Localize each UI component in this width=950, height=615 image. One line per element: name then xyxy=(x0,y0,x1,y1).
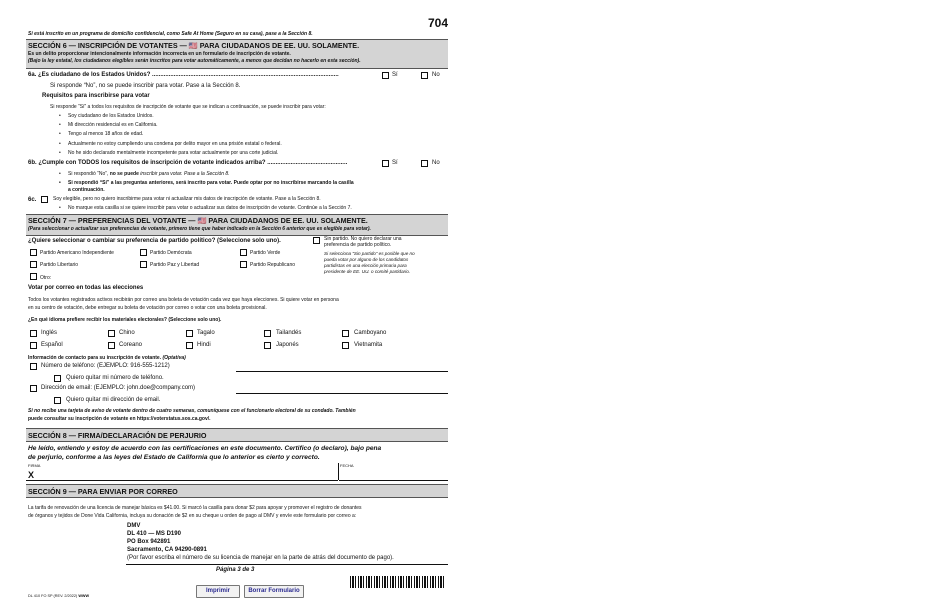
q6c-text: Soy elegible, pero no quiero inscribirme para votar ni actualizar mis datos de inscripción de votante. Pase a la Sección 8. xyxy=(53,196,321,202)
page-number: Página 3 de 3 xyxy=(216,567,255,573)
mail-text-2: en su centro de votación, debe entregar su boleta de votación por correo o votar con una boleta provisional. xyxy=(28,305,267,311)
q6b-no-label: No xyxy=(432,160,440,166)
address-line: PO Box 942891 xyxy=(127,539,171,545)
party-republican-checkbox[interactable] xyxy=(240,261,247,268)
q6c-label: 6c. xyxy=(28,197,37,203)
party-aip-label: Partido Americano Independiente xyxy=(40,250,114,256)
q6b-yes-checkbox[interactable] xyxy=(382,160,389,167)
language-chinese-label: Chino xyxy=(119,330,135,336)
section7-note: (Para seleccionar o actualizar sus preferencias de votante, primero tiene que haber indicado en la Sección 6 anterior que es elegible para votar). xyxy=(28,226,371,232)
q6a-no-note: Si responde “No”, no se puede inscribir para votar. Pase a la Sección 8. xyxy=(50,83,241,89)
requirements-title: Requisitos para inscribirse para votar xyxy=(42,93,150,99)
email-checkbox[interactable] xyxy=(30,385,37,392)
language-japanese-label: Japonés xyxy=(276,342,299,348)
language-korean-checkbox[interactable] xyxy=(108,342,115,349)
language-hindi-label: Hindi xyxy=(197,342,211,348)
print-button[interactable]: Imprimir xyxy=(196,585,240,598)
signature-label: FIRMA xyxy=(28,463,41,468)
no-party-checkbox[interactable] xyxy=(313,237,320,244)
language-tagalog-label: Tagalo xyxy=(197,330,215,336)
q6c-checkbox[interactable] xyxy=(41,196,48,203)
q6a-label: 6a. ¿Es ciudadano de los Estados Unidos? ................................................................................................................ xyxy=(28,72,339,78)
q6b-no-note: • Si respondió “No”, no se puede inscribir para votar. Pase a la Sección 8. xyxy=(68,171,230,177)
form-page xyxy=(26,14,448,612)
q6b-yes-note-1: • Si respondió “Sí” a las preguntas anteriores, será inscrito para votar. Puede optar por no inscribirse marcando la casilla xyxy=(68,180,354,186)
section8-header xyxy=(26,428,448,442)
party-republican-label: Partido Republicano xyxy=(250,262,296,268)
email-input-line[interactable] xyxy=(236,393,448,394)
party-green-label: Partido Verde xyxy=(250,250,281,256)
language-khmer-label: Camboyano xyxy=(354,330,387,336)
signature-line[interactable] xyxy=(26,480,338,481)
phone-label: Número de teléfono: (EJEMPLO: 916-555-1212) xyxy=(41,363,170,369)
address-line: Sacramento, CA 94290-0891 xyxy=(127,547,207,553)
section6-title: SECCIÓN 6 — INSCRIPCIÓN DE VOTANTES — 🇺🇸 PARA CIUDADANOS DE EE. UU. SOLAMENTE. xyxy=(28,41,360,50)
party-democratic-label: Partido Demócrata xyxy=(150,250,192,256)
language-khmer-checkbox[interactable] xyxy=(342,330,349,337)
q6a-no-checkbox[interactable] xyxy=(421,72,428,79)
requirement-item: • Soy ciudadano de los Estados Unidos. xyxy=(68,113,154,119)
footer-rule xyxy=(126,564,448,565)
no-party-label-2: preferencia de partido político. xyxy=(324,242,392,248)
party-aip-checkbox[interactable] xyxy=(30,249,37,256)
party-libertarian-label: Partido Libertario xyxy=(40,262,79,268)
date-line[interactable] xyxy=(339,480,448,481)
no-party-note: Si selecciona “Sin partido” es posible que no pueda votar por alguno de los candidatos partidistas en una elección primaria para presidente de EE. UU. o comité partidario. xyxy=(324,251,415,274)
email-remove-label: Quiero quitar mi dirección de email. xyxy=(66,397,161,403)
q6c-note: • No marque esta casilla si se quiere inscribir para votar o actualizar sus datos de inscripción de votante. Continúe a la Sección 7. xyxy=(68,205,352,211)
phone-checkbox[interactable] xyxy=(30,363,37,370)
party-peace-freedom-label: Partido Paz y Libertad xyxy=(150,262,200,268)
address-line: DMV xyxy=(127,523,141,529)
form-number: 704 xyxy=(427,16,448,30)
language-spanish-checkbox[interactable] xyxy=(30,342,37,349)
q6a-yes-label: Sí xyxy=(392,72,398,78)
language-tagalog-checkbox[interactable] xyxy=(186,330,193,337)
language-thai-label: Tailandés xyxy=(276,330,302,336)
language-japanese-checkbox[interactable] xyxy=(264,342,271,349)
language-thai-checkbox[interactable] xyxy=(264,330,271,337)
q6a-no-label: No xyxy=(432,72,440,78)
language-english-label: Inglés xyxy=(41,330,58,336)
requirement-item: • Actualmente no estoy cumpliendo una condena por delito mayor en una prisión estatal o federal. xyxy=(68,141,282,147)
mail-title: Votar por correo en todas las elecciones xyxy=(28,285,144,291)
email-remove-checkbox[interactable] xyxy=(54,397,61,404)
party-green-checkbox[interactable] xyxy=(240,249,247,256)
section6-note1: Es un delito proporcionar intencionalmente información incorrecta en un formulario de inscripción de votante. xyxy=(28,51,291,57)
q6a-yes-checkbox[interactable] xyxy=(382,72,389,79)
address-note: (Por favor escriba el número de su licencia de manejar en la parte de atrás del documento de pago). xyxy=(127,555,394,561)
phone-input-line[interactable] xyxy=(236,371,448,372)
no-party-label-1: Sin partido. No quiero declarar una xyxy=(324,236,402,242)
party-other-label: Otro: xyxy=(40,275,52,281)
section8-text-1: He leído, entiendo y estoy de acuerdo con las certificaciones en este documento. Certifico (o declaro), bajo pena xyxy=(28,445,382,452)
email-label: Dirección de email: (EJEMPLO: john.doe@company.com) xyxy=(41,385,196,391)
section9-title: SECCIÓN 9 — PARA ENVIAR POR CORREO xyxy=(28,487,178,496)
q6b-no-checkbox[interactable] xyxy=(421,160,428,167)
party-democratic-checkbox[interactable] xyxy=(140,249,147,256)
language-vietnamese-checkbox[interactable] xyxy=(342,342,349,349)
party-peace-freedom-checkbox[interactable] xyxy=(140,261,147,268)
language-korean-label: Coreano xyxy=(119,342,143,348)
card-note-1: Si no recibe una tarjeta de aviso de votante dentro de cuatro semanas, comuníquese con el funcionario electoral de su condado. También xyxy=(28,408,356,414)
language-chinese-checkbox[interactable] xyxy=(108,330,115,337)
party-other-checkbox[interactable] xyxy=(30,273,37,280)
requirement-item: • Tengo al menos 18 años de edad. xyxy=(68,131,143,137)
mail-text-1: Todos los votantes registrados activos recibirán por correo una boleta de votación cada vez que haya elecciones. Si quiere votar en persona xyxy=(28,297,339,303)
phone-remove-checkbox[interactable] xyxy=(54,375,61,382)
barcode-image xyxy=(350,576,446,588)
contact-title: Información de contacto para su inscripción de votante. (Optativa) xyxy=(28,355,186,361)
section6-note2: (Bajo la ley estatal, los ciudadanos elegibles serán inscritos para votar automáticamente, a menos que decidan no hacerlo en esta sección). xyxy=(28,58,361,64)
phone-remove-label: Quiero quitar mi número de teléfono. xyxy=(66,375,164,381)
party-libertarian-checkbox[interactable] xyxy=(30,261,37,268)
requirements-intro: Si responde “Sí” a todos los requisitos de inscripción de votante que se indican a continuación, se puede inscribir para votar: xyxy=(50,104,326,110)
form-id: DL 410 FO SP (REV. 2/2022) WWW xyxy=(28,594,90,598)
signature-divider xyxy=(338,463,339,480)
requirement-item: • Mi dirección residencial es en California. xyxy=(68,122,158,128)
requirement-item: • No he sido declarado mentalmente incompetente para votar actualmente por una corte judicial. xyxy=(68,150,278,156)
section7-title: SECCIÓN 7 — PREFERENCIAS DEL VOTANTE — 🇺🇸 PARA CIUDADANOS DE EE. UU. SOLAMENTE. xyxy=(28,216,368,225)
language-hindi-checkbox[interactable] xyxy=(186,342,193,349)
fee-text-2: de órganos y tejidos de Done Vida California, incluya su donación de $2 en su cheque u orden de pago al DMV y envíe este formulario por correo a: xyxy=(28,513,357,519)
q6b-yes-note-2: a continuación. xyxy=(68,187,105,193)
section8-title: SECCIÓN 8 — FIRMA/DECLARACIÓN DE PERJURIO xyxy=(28,431,207,440)
language-spanish-label: Español xyxy=(41,342,63,348)
address-line: DL 410 — MS D190 xyxy=(127,531,181,537)
language-question: ¿En qué idioma prefiere recibir los materiales electorales? (Seleccione solo uno). xyxy=(28,317,222,323)
q6b-yes-label: Sí xyxy=(392,160,398,166)
q6b-label: 6b. ¿Cumple con TODOS los requisitos de inscripción de votante indicados arriba? ................................................ xyxy=(28,160,348,166)
section6-header xyxy=(26,39,448,69)
section7-header xyxy=(26,214,448,236)
safe-at-home-note: Si está inscrito en un programa de domicilio confidencial, como Safe At Home (Seguro en su casa), pase a la Sección 8. xyxy=(28,31,313,37)
clear-form-button[interactable]: Borrar Formulario xyxy=(244,585,304,598)
section8-text-2: de perjurio, conforme a las leyes del Estado de California que lo anterior es cierto y correcto. xyxy=(28,454,320,461)
card-note-2: puede consultar su inscripción de votante en https://voterstatus.sos.ca.gov/. xyxy=(28,416,211,422)
language-vietnamese-label: Vietnamita xyxy=(354,342,383,348)
date-label: FECHA xyxy=(340,463,354,468)
fee-text-1: La tarifa de renovación de una licencia de manejar básica es $41.00. Si marcó la casilla para donar $2 para apoyar y promover el registro de donantes xyxy=(28,505,362,511)
signature-mark: X xyxy=(28,470,35,480)
party-question: ¿Quiere seleccionar o cambiar su preferencia de partido político? (Seleccione solo uno). xyxy=(28,238,281,244)
language-english-checkbox[interactable] xyxy=(30,330,37,337)
section9-header xyxy=(26,484,448,498)
